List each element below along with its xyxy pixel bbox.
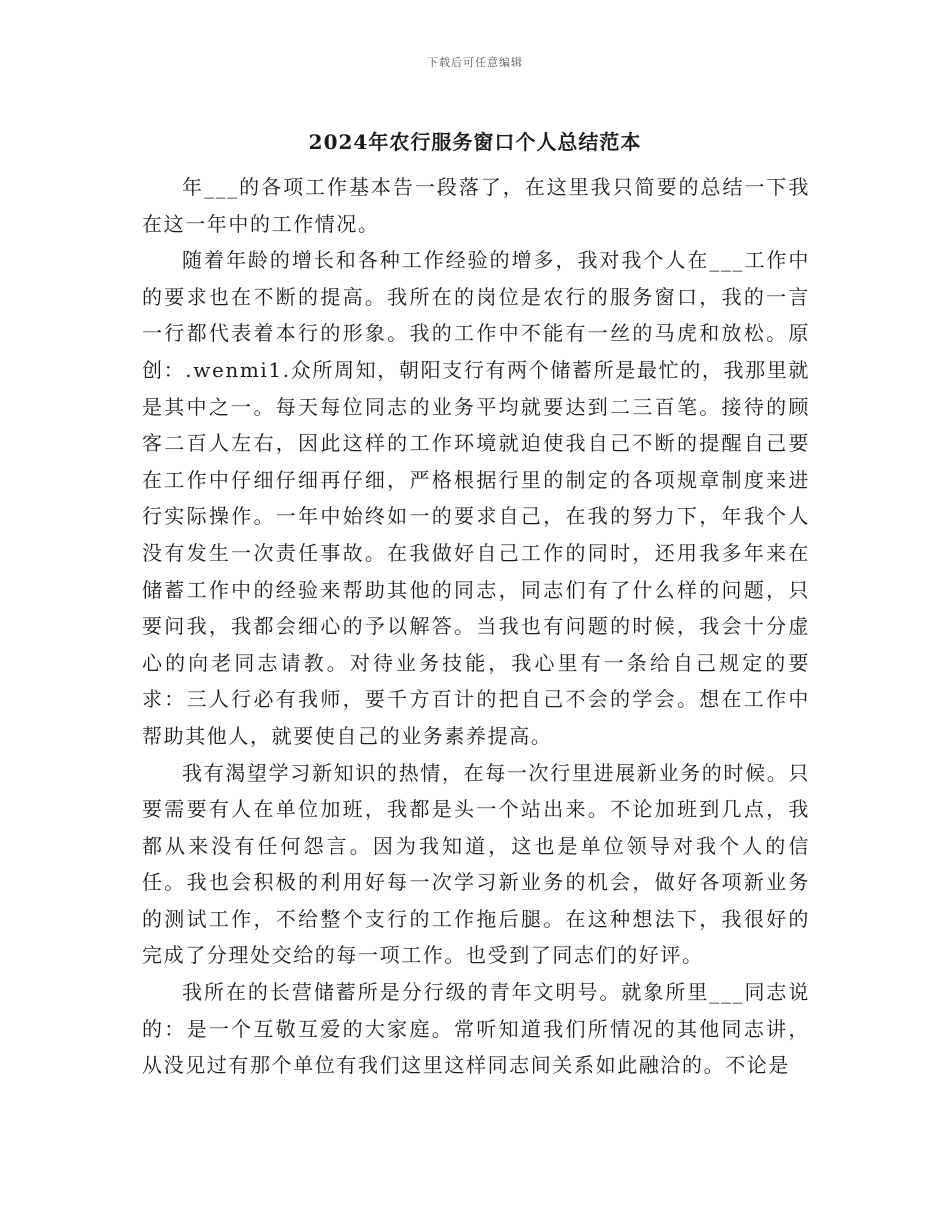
paragraph-4: 我所在的长营储蓄所是分行级的青年文明号。就象所里___同志说的：是一个互敬互爱的大家庭。常听知道我们所情况的其他同志讲，从没见过有那个单位有我们这里这样同志间关系如此融洽的。不论是 [142, 980, 810, 1078]
paragraph-2: 随着年龄的增长和各种工作经验的增多，我对我个人在___工作中的要求也在不断的提高。我所在的岗位是农行的服务窗口，我的一言一行都代表着本行的形象。我的工作中不能有一丝的马虎和放松。原创：.wenmi1.众所周知，朝阳支行有两个储蓄所是最忙的，我那里就是其中之一。每天每位同志的业务平均就要达到二三百笔。接待的顾客二百人左右，因此这样的工作环境就迫使我自己不断的提醒自己要在工作中仔细仔细再仔细，严格根据行里的制定的各项规章制度来进行实际操作。一年中始终如一的要求自己，在我的努力下，年我个人没有发生一次责任事故。在我做好自己工作的同时，还用我多年来在储蓄工作中的经验来帮助其他的同志，同志们有了什么样的问题，只要问我，我都会细心的予以解答。当我也有问题的时候，我会十分虚心的向老同志请教。对待业务技能，我心里有一条给自己规定的要求：三人行必有我师，要千方百计的把自己不会的学会。想在工作中帮助其他人，就要使自己的业务素养提高。 [142, 248, 810, 748]
header-note: 下载后可任意编辑 [427, 56, 523, 69]
document-body [142, 169, 810, 1084]
paragraph-3: 我有渴望学习新知识的热情，在每一次行里进展新业务的时候。只要需要有人在单位加班，我都是头一个站出来。不论加班到几点，我都从来没有任何怨言。因为我知道，这也是单位领导对我个人的信任。我也会积极的利用好每一次学习新业务的机会，做好各项新业务的测试工作，不给整个支行的工作拖后腿。在这种想法下，我很好的完成了分理处交给的每一项工作。也受到了同志们的好评。 [142, 760, 810, 968]
paragraph-1: 年___的各项工作基本告一段落了，在这里我只简要的总结一下我在这一年中的工作情况。 [142, 175, 810, 236]
document-title: 2024年农行服务窗口个人总结范本 [308, 130, 642, 154]
